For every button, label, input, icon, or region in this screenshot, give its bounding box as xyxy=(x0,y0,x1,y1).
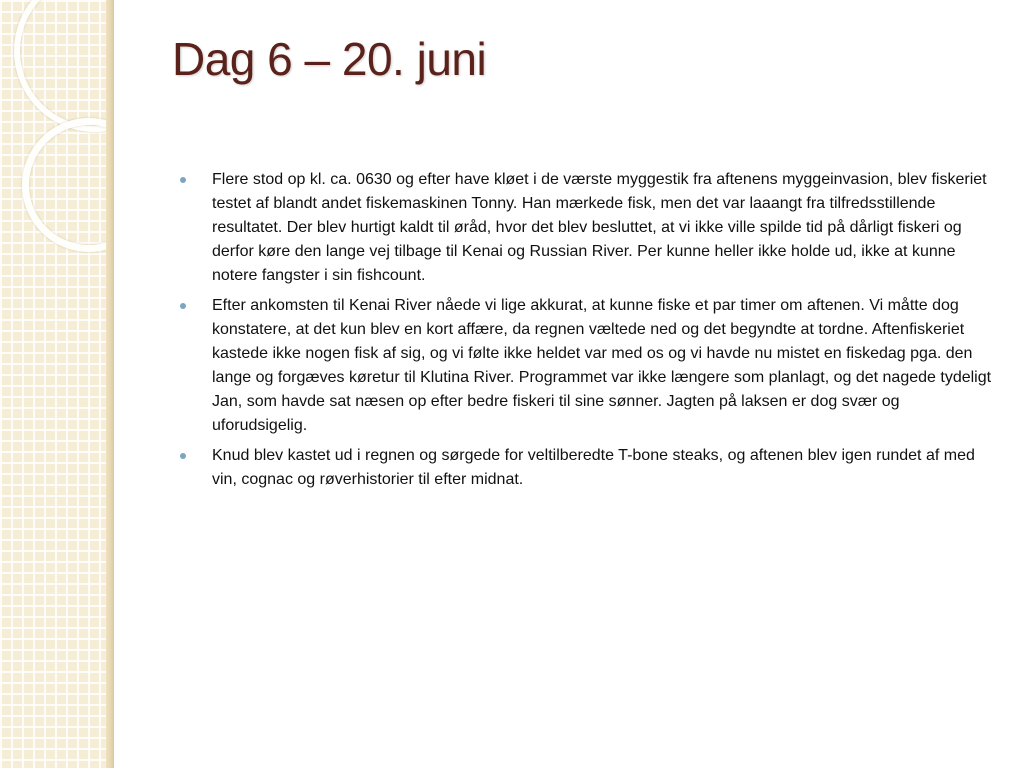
bullet-item xyxy=(178,444,996,492)
decorative-ring-top xyxy=(14,0,112,132)
bullet-text: Efter ankomsten til Kenai River nåede vi lige akkurat, at kunne fiske et par timer om aftenen. Vi måtte dog konstatere, at det kun blev en kort affære, da regnen væltede ned og det begyndte at tordne. Aftenfiskeriet kastede ikke nogen fisk af sig, og vi følte ikke heldet var med os og vi havde nu mistet en fiskedag pga. den lange og forgæves køretur til Klutina River. Programmet var ikke længere som planlagt, og det nagede tydeligt Jan, som havde sat næsen op efter bedre fiskeri til sine sønner. Jagten på laksen er dog svær og uforudsigelig. xyxy=(212,297,992,434)
bullet-dot-icon xyxy=(180,453,186,459)
bullet-dot-icon xyxy=(180,177,186,183)
bullet-item xyxy=(178,168,996,288)
slide-title: Dag 6 – 20. juni xyxy=(172,33,487,85)
bullet-text: Knud blev kastet ud i regnen og sørgede for veltilberedte T-bone steaks, og aftenen blev igen rundet af med vin, cognac og røverhistorier til efter midnat. xyxy=(212,447,975,488)
bullet-dot-icon xyxy=(180,303,186,309)
sidebar-edge xyxy=(106,0,114,768)
bullet-text: Flere stod op kl. ca. 0630 og efter have kløet i de værste myggestik fra aftenens myggeinvasion, blev fiskeriet testet af blandt andet fiskemaskinen Tonny. Han mærkede fisk, men det var laaangt fra tilfredsstillende resultatet. Der blev hurtigt kaldt til øråd, hvor det blev besluttet, at vi ikke ville spilde tid på dårligt fiskeri og derfor køre den lange vej tilbage til Kenai og Russian River. Per kunne heller ikke holde ud, ikke at kunne notere fangster i sin fishcount. xyxy=(212,171,987,284)
bullet-list xyxy=(178,168,996,498)
bullet-item xyxy=(178,294,996,438)
decorative-sidebar xyxy=(0,0,112,768)
decorative-ring-middle xyxy=(22,118,112,252)
